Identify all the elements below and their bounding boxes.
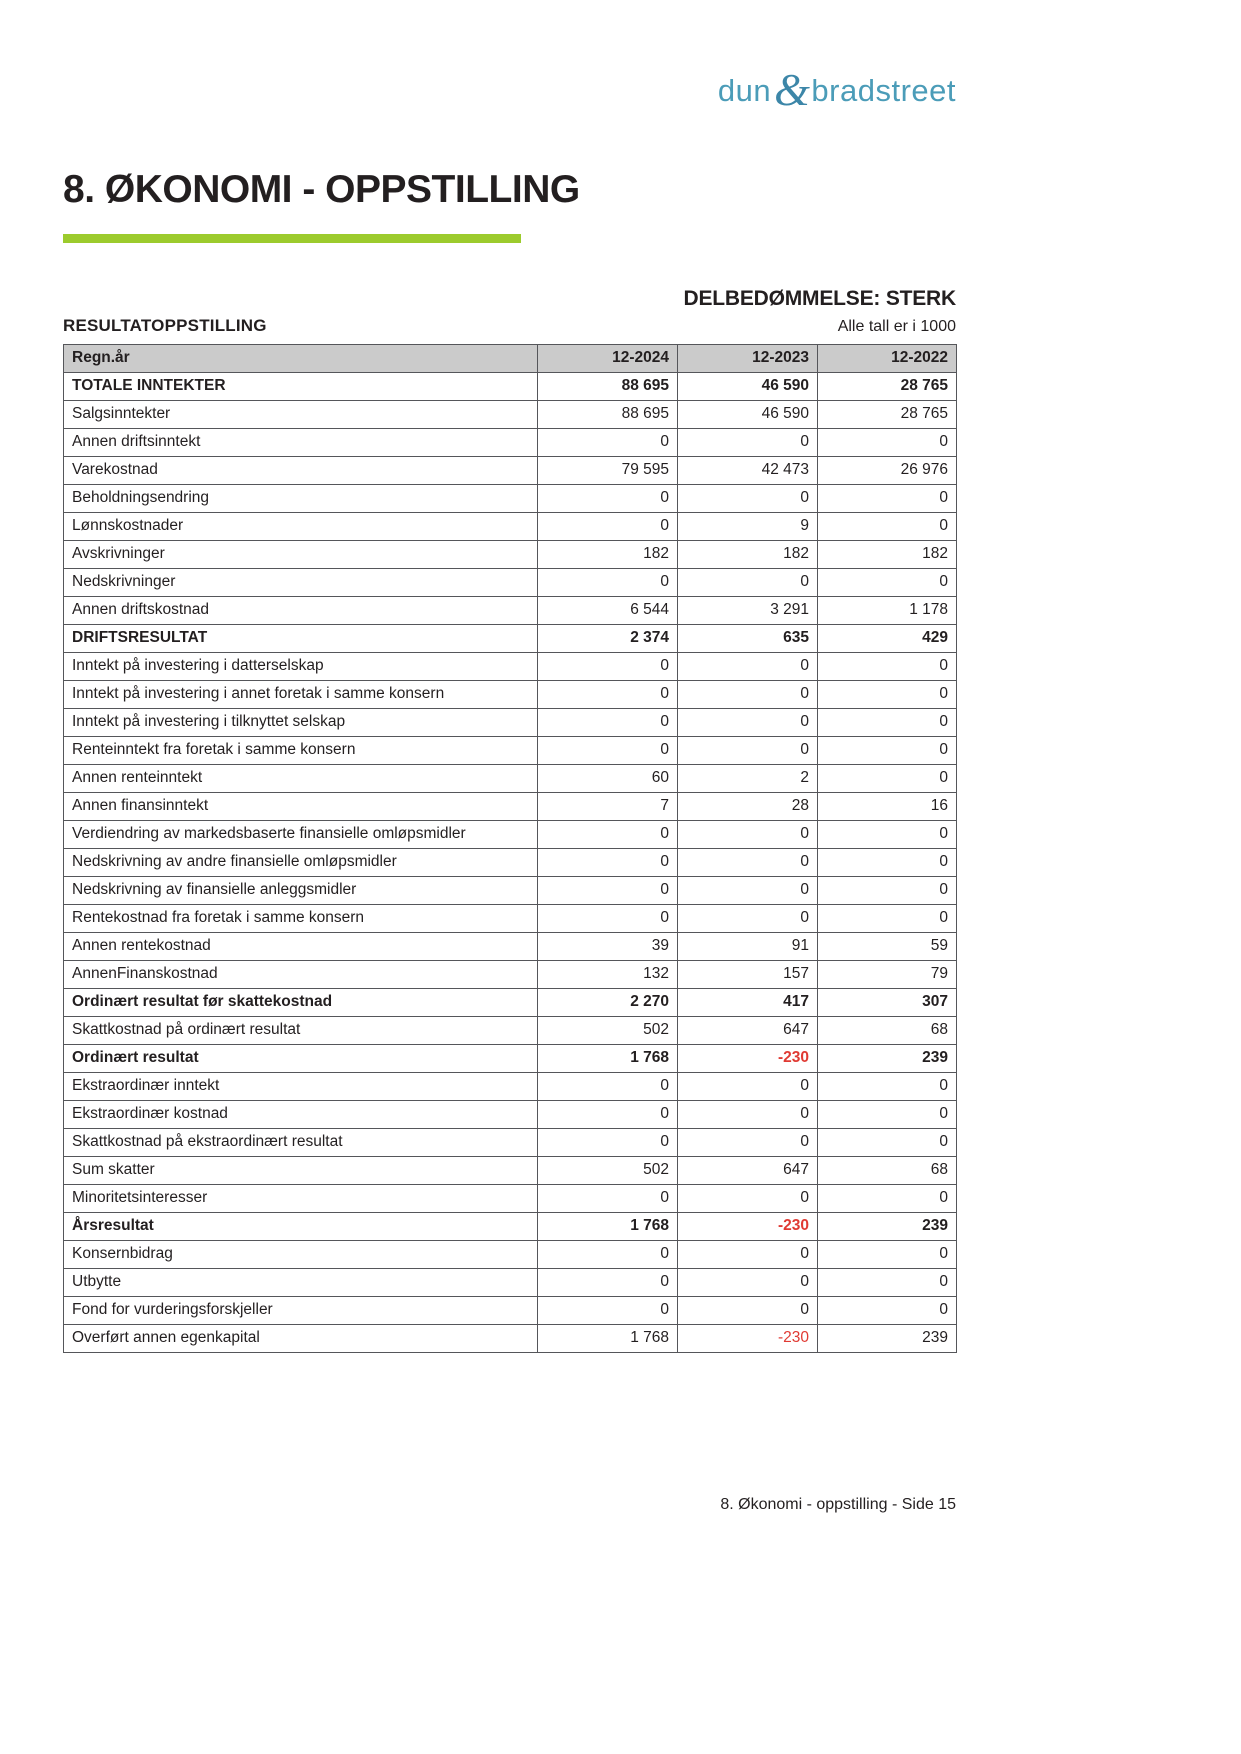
row-value: 88 695 — [538, 401, 678, 429]
row-value: 635 — [678, 625, 818, 653]
row-value: 0 — [818, 653, 957, 681]
table-row — [64, 905, 957, 933]
table-row — [64, 1269, 957, 1297]
row-label: Ekstraordinær kostnad — [64, 1101, 538, 1129]
row-value: 0 — [538, 1241, 678, 1269]
table-row — [64, 1017, 957, 1045]
row-label: Avskrivninger — [64, 541, 538, 569]
row-value: 0 — [678, 681, 818, 709]
row-value: 239 — [818, 1325, 957, 1353]
table-row — [64, 793, 957, 821]
content-column — [63, 0, 956, 1353]
logo-word-bradstreet: bradstreet — [811, 73, 956, 108]
table-row — [64, 765, 957, 793]
row-value: 0 — [538, 1101, 678, 1129]
row-value: 0 — [818, 429, 957, 457]
row-label: Annen renteinntekt — [64, 765, 538, 793]
column-header-2023: 12-2023 — [678, 345, 818, 373]
row-value: 0 — [538, 681, 678, 709]
row-label: AnnenFinanskostnad — [64, 961, 538, 989]
table-row — [64, 737, 957, 765]
row-value: 0 — [818, 681, 957, 709]
row-value: 182 — [818, 541, 957, 569]
row-value: 79 595 — [538, 457, 678, 485]
table-row — [64, 1045, 957, 1073]
table-meta-row — [63, 316, 956, 336]
row-value: 132 — [538, 961, 678, 989]
row-value: 0 — [538, 821, 678, 849]
row-value: 68 — [818, 1017, 957, 1045]
table-row — [64, 373, 957, 401]
table-row — [64, 821, 957, 849]
row-value: 0 — [538, 1129, 678, 1157]
row-value: 0 — [538, 429, 678, 457]
row-label: Fond for vurderingsforskjeller — [64, 1297, 538, 1325]
row-label: Verdiendring av markedsbaserte finansielle omløpsmidler — [64, 821, 538, 849]
row-value: 0 — [678, 653, 818, 681]
table-row — [64, 1297, 957, 1325]
row-value: 0 — [818, 485, 957, 513]
row-value: 0 — [538, 653, 678, 681]
row-value: 647 — [678, 1017, 818, 1045]
header-logo-row — [63, 64, 956, 115]
column-header-regnar: Regn.år — [64, 345, 538, 373]
row-value: 502 — [538, 1157, 678, 1185]
row-value: 79 — [818, 961, 957, 989]
row-value: 0 — [678, 1297, 818, 1325]
row-value: 28 765 — [818, 401, 957, 429]
row-value: 0 — [818, 1185, 957, 1213]
row-value: 0 — [678, 849, 818, 877]
row-label: Nedskrivning av finansielle anleggsmidler — [64, 877, 538, 905]
row-value: 0 — [538, 1185, 678, 1213]
table-row — [64, 625, 957, 653]
title-underline-bar — [63, 234, 521, 243]
row-value: 0 — [678, 709, 818, 737]
row-label: TOTALE INNTEKTER — [64, 373, 538, 401]
row-value: 0 — [818, 765, 957, 793]
row-value: 26 976 — [818, 457, 957, 485]
row-value: 417 — [678, 989, 818, 1017]
row-value: 1 768 — [538, 1045, 678, 1073]
table-row — [64, 401, 957, 429]
row-value: 42 473 — [678, 457, 818, 485]
table-row — [64, 961, 957, 989]
row-label: Inntekt på investering i datterselskap — [64, 653, 538, 681]
row-label: Inntekt på investering i tilknyttet selskap — [64, 709, 538, 737]
row-value: 0 — [818, 569, 957, 597]
row-value: 0 — [678, 1129, 818, 1157]
row-label: Varekostnad — [64, 457, 538, 485]
row-value: 3 291 — [678, 597, 818, 625]
row-value: 0 — [678, 1269, 818, 1297]
logo-word-dun: dun — [717, 73, 772, 108]
row-value: -230 — [678, 1045, 818, 1073]
row-value: 0 — [678, 429, 818, 457]
row-value: 0 — [818, 709, 957, 737]
dun-bradstreet-logo — [717, 64, 956, 115]
row-value: 0 — [538, 1297, 678, 1325]
table-row — [64, 1213, 957, 1241]
row-value: 0 — [678, 485, 818, 513]
table-row — [64, 485, 957, 513]
row-value: 0 — [818, 1241, 957, 1269]
row-value: 16 — [818, 793, 957, 821]
row-value: 0 — [818, 877, 957, 905]
table-header-row — [64, 345, 957, 373]
row-value: 182 — [538, 541, 678, 569]
table-row — [64, 933, 957, 961]
row-label: DRIFTSRESULTAT — [64, 625, 538, 653]
row-value: 2 374 — [538, 625, 678, 653]
row-value: 0 — [538, 513, 678, 541]
row-label: Ekstraordinær inntekt — [64, 1073, 538, 1101]
units-note: Alle tall er i 1000 — [837, 318, 956, 335]
row-value: 6 544 — [538, 597, 678, 625]
row-value: 0 — [538, 485, 678, 513]
table-row — [64, 1101, 957, 1129]
row-label: Inntekt på investering i annet foretak i samme konsern — [64, 681, 538, 709]
row-value: 1 178 — [818, 597, 957, 625]
row-value: 59 — [818, 933, 957, 961]
row-label: Skattkostnad på ekstraordinært resultat — [64, 1129, 538, 1157]
row-label: Annen driftskostnad — [64, 597, 538, 625]
row-value: 60 — [538, 765, 678, 793]
row-value: 0 — [818, 513, 957, 541]
row-value: 28 — [678, 793, 818, 821]
row-value: 88 695 — [538, 373, 678, 401]
column-header-2024: 12-2024 — [538, 345, 678, 373]
row-value: 0 — [678, 821, 818, 849]
table-row — [64, 709, 957, 737]
table-title: RESULTATOPPSTILLING — [63, 316, 267, 335]
row-value: 1 768 — [538, 1325, 678, 1353]
row-value: 0 — [678, 877, 818, 905]
results-table-body — [64, 373, 957, 1353]
table-row — [64, 989, 957, 1017]
row-value: 0 — [538, 849, 678, 877]
row-label: Nedskrivninger — [64, 569, 538, 597]
row-label: Annen driftsinntekt — [64, 429, 538, 457]
row-label: Konsernbidrag — [64, 1241, 538, 1269]
row-label: Ordinært resultat — [64, 1045, 538, 1073]
row-value: 0 — [538, 737, 678, 765]
row-label: Minoritetsinteresser — [64, 1185, 538, 1213]
row-label: Skattkostnad på ordinært resultat — [64, 1017, 538, 1045]
row-value: 0 — [818, 849, 957, 877]
row-value: 91 — [678, 933, 818, 961]
row-value: 46 590 — [678, 401, 818, 429]
row-value: 182 — [678, 541, 818, 569]
row-value: 0 — [538, 1073, 678, 1101]
row-value: 9 — [678, 513, 818, 541]
row-label: Rentekostnad fra foretak i samme konsern — [64, 905, 538, 933]
row-value: 0 — [678, 1185, 818, 1213]
row-label: Lønnskostnader — [64, 513, 538, 541]
row-value: 68 — [818, 1157, 957, 1185]
table-row — [64, 1241, 957, 1269]
row-label: Ordinært resultat før skattekostnad — [64, 989, 538, 1017]
results-table-head — [64, 345, 957, 373]
row-label: Utbytte — [64, 1269, 538, 1297]
row-label: Beholdningsendring — [64, 485, 538, 513]
row-value: 0 — [538, 709, 678, 737]
row-value: 0 — [818, 1269, 957, 1297]
column-header-2022: 12-2022 — [818, 345, 957, 373]
row-label: Salgsinntekter — [64, 401, 538, 429]
row-value: 0 — [678, 569, 818, 597]
table-row — [64, 681, 957, 709]
row-label: Annen rentekostnad — [64, 933, 538, 961]
table-row — [64, 457, 957, 485]
row-value: 2 — [678, 765, 818, 793]
row-value: 0 — [818, 1073, 957, 1101]
logo-ampersand-icon: & — [774, 64, 811, 115]
row-value: 0 — [678, 737, 818, 765]
row-value: 239 — [818, 1213, 957, 1241]
row-value: 0 — [678, 1073, 818, 1101]
row-label: Sum skatter — [64, 1157, 538, 1185]
row-value: 0 — [538, 877, 678, 905]
results-table — [63, 344, 957, 1353]
row-value: 647 — [678, 1157, 818, 1185]
table-row — [64, 541, 957, 569]
row-value: 7 — [538, 793, 678, 821]
row-value: 0 — [818, 1101, 957, 1129]
table-row — [64, 1157, 957, 1185]
table-row — [64, 1073, 957, 1101]
row-value: 46 590 — [678, 373, 818, 401]
table-row — [64, 513, 957, 541]
table-row — [64, 877, 957, 905]
row-value: 0 — [818, 737, 957, 765]
row-value: 0 — [818, 905, 957, 933]
row-value: 307 — [818, 989, 957, 1017]
row-value: -230 — [678, 1213, 818, 1241]
row-value: 0 — [538, 1269, 678, 1297]
row-value: 157 — [678, 961, 818, 989]
table-row — [64, 429, 957, 457]
row-label: Overført annen egenkapital — [64, 1325, 538, 1353]
row-value: 0 — [818, 1129, 957, 1157]
table-row — [64, 653, 957, 681]
row-label: Årsresultat — [64, 1213, 538, 1241]
table-row — [64, 849, 957, 877]
row-value: 0 — [678, 1101, 818, 1129]
table-row — [64, 597, 957, 625]
row-label: Renteinntekt fra foretak i samme konsern — [64, 737, 538, 765]
table-row — [64, 569, 957, 597]
table-row — [64, 1129, 957, 1157]
assessment-label: DELBEDØMMELSE: STERK — [683, 287, 956, 310]
page-title: 8. ØKONOMI - OPPSTILLING — [63, 168, 580, 211]
page-footer: 8. Økonomi - oppstilling - Side 15 — [720, 1496, 956, 1513]
row-value: 502 — [538, 1017, 678, 1045]
row-value: 0 — [538, 905, 678, 933]
row-value: 0 — [678, 905, 818, 933]
row-value: 0 — [818, 821, 957, 849]
row-value: 239 — [818, 1045, 957, 1073]
row-value: -230 — [678, 1325, 818, 1353]
row-value: 0 — [818, 1297, 957, 1325]
table-row — [64, 1185, 957, 1213]
row-value: 429 — [818, 625, 957, 653]
table-row — [64, 1325, 957, 1353]
row-label: Annen finansinntekt — [64, 793, 538, 821]
row-value: 0 — [678, 1241, 818, 1269]
row-value: 1 768 — [538, 1213, 678, 1241]
row-value: 39 — [538, 933, 678, 961]
row-value: 28 765 — [818, 373, 957, 401]
row-value: 2 270 — [538, 989, 678, 1017]
row-label: Nedskrivning av andre finansielle omløpsmidler — [64, 849, 538, 877]
row-value: 0 — [538, 569, 678, 597]
